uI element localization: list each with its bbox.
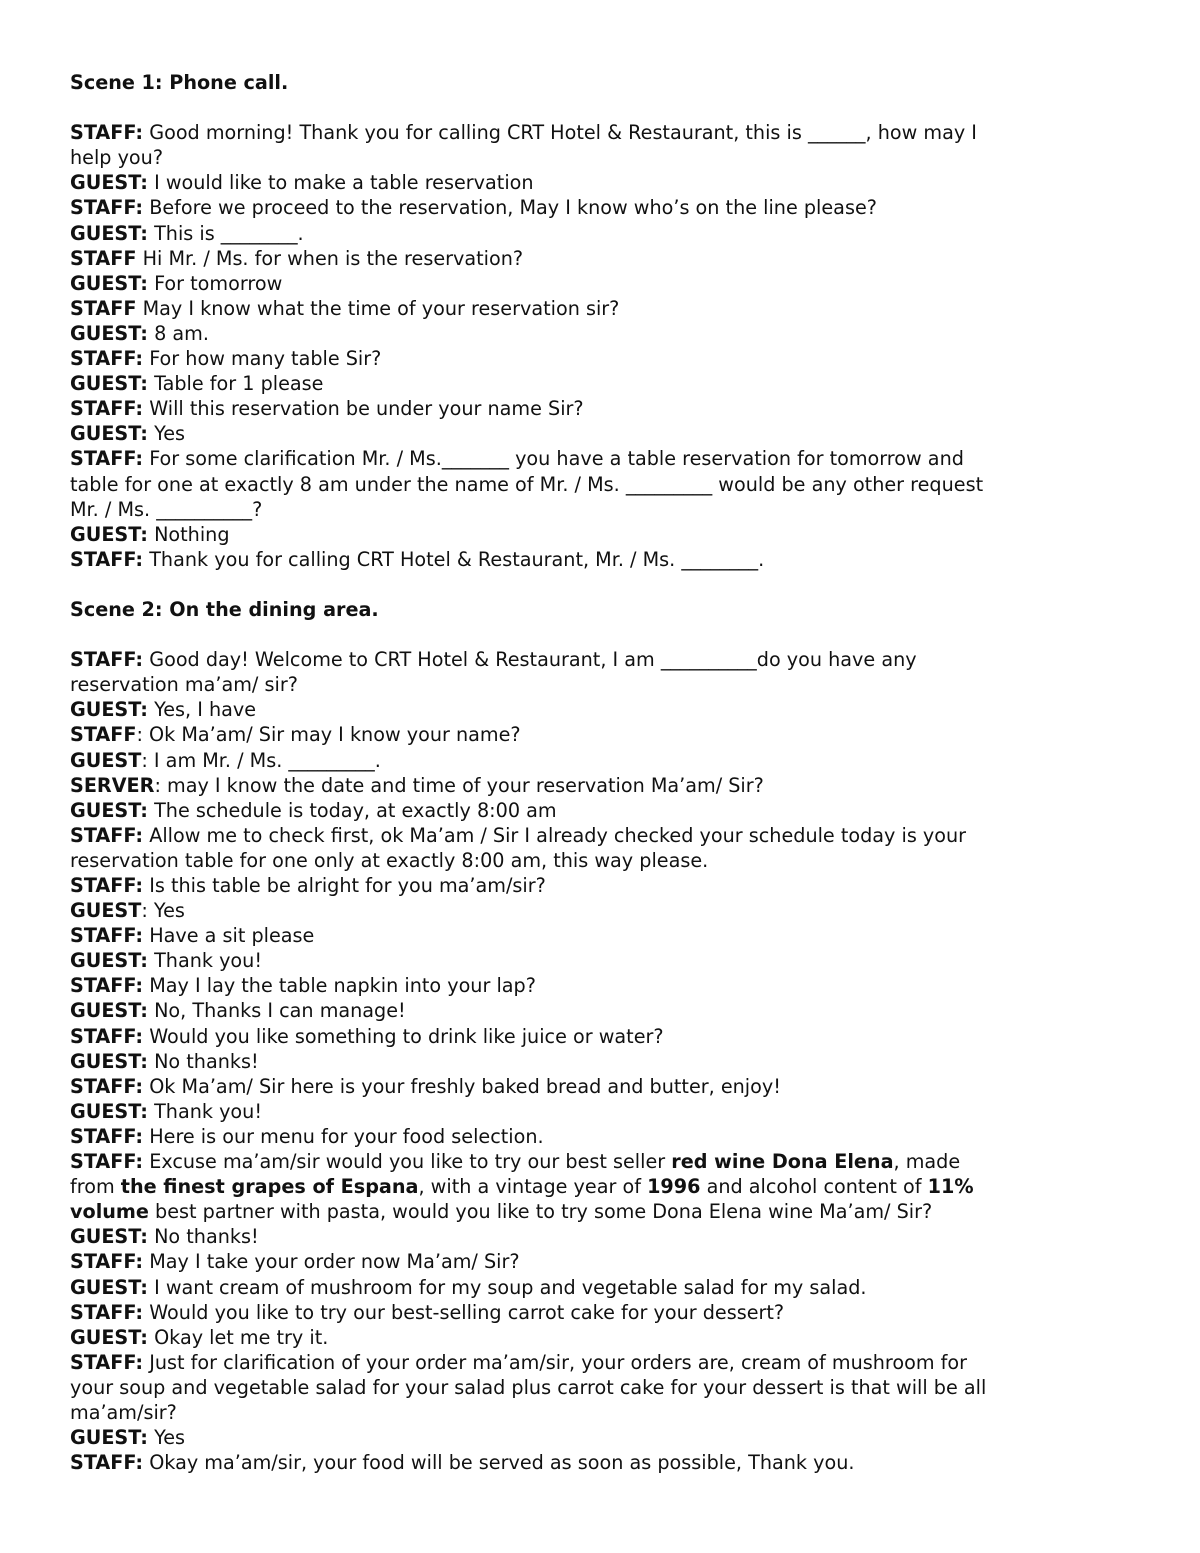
- dialogue-text: Good day! Welcome to CRT Hotel & Restaurant, I am __________do you have any: [143, 648, 917, 672]
- dialogue-text: This is ________.: [147, 221, 304, 245]
- dialogue-text: Good morning! Thank you for calling CRT Hotel & Restaurant, this is ______, how may I: [143, 121, 977, 145]
- dialogue-line: [70, 522, 1110, 547]
- dialogue-line: [70, 321, 1110, 346]
- speaker-label: STAFF:: [70, 1451, 144, 1475]
- dialogue-line: [70, 1024, 1110, 1049]
- dialogue-line: [70, 1275, 1110, 1300]
- dialogue-text: Thank you for calling CRT Hotel & Restaurant, Mr. / Ms. ________.: [143, 547, 765, 571]
- dialogue-text: , with a vintage year of: [418, 1175, 648, 1199]
- bold-text: the finest grapes of Espana: [120, 1175, 419, 1199]
- speaker-label: STAFF:: [70, 547, 144, 571]
- dialogue-line: [70, 421, 1110, 446]
- speaker-label: GUEST: [70, 748, 142, 772]
- speaker-label: STAFF:: [70, 648, 144, 672]
- dialogue-line: [70, 1249, 1110, 1274]
- dialogue-line: [70, 1450, 1110, 1475]
- dialogue-text: May I lay the table napkin into your lap?: [143, 974, 536, 998]
- speaker-label: GUEST:: [70, 271, 148, 295]
- dialogue-text: For tomorrow: [147, 271, 283, 295]
- speaker-label: STAFF:: [70, 1024, 144, 1048]
- speaker-label: GUEST:: [70, 1426, 148, 1450]
- speaker-label: STAFF:: [70, 397, 144, 421]
- dialogue-text: and alcohol content of: [700, 1175, 928, 1199]
- speaker-label: GUEST:: [70, 1099, 148, 1123]
- dialogue-line: [70, 973, 1110, 998]
- dialogue-text: Hi Mr. / Ms. for when is the reservation?: [136, 246, 524, 270]
- dialogue-line: [70, 1074, 1110, 1099]
- dialogue-text: No, Thanks I can manage!: [147, 999, 406, 1023]
- speaker-label: GUEST:: [70, 321, 148, 345]
- scene-2-dialogue: [70, 647, 1110, 1475]
- dialogue-line: [70, 497, 1110, 522]
- dialogue-text: Before we proceed to the reservation, May I know who’s on the line please?: [143, 196, 877, 220]
- dialogue-text: May I know what the time of your reservation sir?: [136, 296, 620, 320]
- dialogue-line: [70, 1350, 1110, 1375]
- scene-1-title: Scene 1: Phone call.: [70, 71, 289, 94]
- dialogue-text: Excuse ma’am/sir would you like to try our best seller: [143, 1150, 672, 1174]
- speaker-label: GUEST:: [70, 698, 148, 722]
- dialogue-text: help you?: [70, 146, 164, 170]
- dialogue-text: table for one at exactly 8 am under the name of Mr. / Ms. _________ would be any other request: [70, 472, 984, 496]
- speaker-label: STAFF:: [70, 874, 144, 897]
- speaker-label: STAFF:: [70, 196, 144, 220]
- speaker-label: STAFF:: [70, 1150, 144, 1174]
- dialogue-text: Yes, I have: [147, 698, 257, 722]
- dialogue-text: Yes: [147, 422, 186, 446]
- dialogue-line: [70, 1149, 1110, 1174]
- dialogue-line: [70, 1325, 1110, 1350]
- speaker-label: STAFF: [70, 296, 137, 320]
- speaker-label: STAFF:: [70, 1250, 144, 1274]
- speaker-label: volume: [70, 1200, 149, 1224]
- dialogue-text: Have a sit please: [143, 924, 315, 948]
- dialogue-text: your soup and vegetable salad for your salad plus carrot cake for your dessert is that will be all: [70, 1375, 987, 1399]
- dialogue-text: Okay let me try it.: [147, 1325, 329, 1349]
- dialogue-line: [70, 1425, 1110, 1450]
- dialogue-line: [70, 120, 1110, 145]
- bold-text: 11%: [927, 1175, 974, 1199]
- speaker-label: GUEST:: [70, 1225, 148, 1249]
- dialogue-line: [70, 221, 1110, 246]
- speaker-label: GUEST:: [70, 798, 148, 822]
- speaker-label: GUEST:: [70, 422, 148, 446]
- dialogue-text: : Ok Ma’am/ Sir may I know your name?: [136, 723, 521, 747]
- dialogue-line: [70, 1174, 1110, 1199]
- dialogue-line: [70, 1049, 1110, 1074]
- blank-line: [70, 622, 1110, 647]
- dialogue-line: [70, 798, 1110, 823]
- dialogue-line: [70, 1224, 1110, 1249]
- dialogue-text: Yes: [147, 1426, 186, 1450]
- speaker-label: STAFF:: [70, 1074, 144, 1098]
- dialogue-line: [70, 170, 1110, 195]
- dialogue-text: Ok Ma’am/ Sir here is your freshly baked bread and butter, enjoy!: [143, 1074, 781, 1098]
- dialogue-line: [70, 145, 1110, 170]
- dialogue-line: [70, 1124, 1110, 1149]
- speaker-label: STAFF:: [70, 823, 144, 847]
- dialogue-line: [70, 1400, 1110, 1425]
- dialogue-text: Will this reservation be under your name Sir?: [143, 397, 584, 421]
- speaker-label: STAFF:: [70, 447, 144, 471]
- dialogue-line: [70, 1375, 1110, 1400]
- dialogue-text: : I am Mr. / Ms. _________.: [141, 748, 381, 772]
- speaker-label: GUEST:: [70, 999, 148, 1023]
- scene-1-dialogue: [70, 120, 1110, 572]
- dialogue-text: No thanks!: [147, 1225, 259, 1249]
- dialogue-text: : may I know the date and time of your reservation Ma’am/ Sir?: [154, 773, 764, 797]
- dialogue-text: I want cream of mushroom for my soup and vegetable salad for my salad.: [147, 1275, 867, 1299]
- dialogue-line: [70, 848, 1110, 873]
- dialogue-text: Thank you!: [147, 949, 263, 973]
- speaker-label: GUEST:: [70, 1275, 148, 1299]
- speaker-label: STAFF:: [70, 121, 144, 145]
- scene-2-title: Scene 2: On the dining area.: [70, 597, 379, 621]
- dialogue-line: [70, 647, 1110, 672]
- dialogue-text: from: [70, 1175, 121, 1199]
- speaker-label: STAFF:: [70, 1300, 144, 1324]
- speaker-label: GUEST:: [70, 949, 148, 973]
- speaker-label: STAFF:: [70, 974, 144, 998]
- speaker-label: STAFF:: [70, 347, 144, 371]
- speaker-label: GUEST:: [70, 522, 148, 546]
- blank-line: [70, 572, 1110, 597]
- speaker-label: GUEST:: [70, 221, 148, 245]
- dialogue-text: I would like to make a table reservation: [147, 171, 534, 195]
- dialogue-line: [70, 472, 1110, 497]
- bold-text: 1996: [647, 1175, 701, 1199]
- dialogue-line: [70, 672, 1110, 697]
- document-body: [70, 70, 1110, 1475]
- blank-line: [70, 95, 1110, 120]
- dialogue-line: [70, 873, 1110, 898]
- dialogue-text: ma’am/sir?: [70, 1400, 177, 1424]
- dialogue-text: Mr. / Ms. __________?: [70, 497, 263, 521]
- speaker-label: STAFF: [70, 246, 137, 270]
- dialogue-line: [70, 446, 1110, 471]
- dialogue-line: [70, 923, 1110, 948]
- dialogue-line: [70, 396, 1110, 421]
- speaker-label: STAFF: [70, 723, 137, 747]
- dialogue-text: The schedule is today, at exactly 8:00 am: [147, 798, 557, 822]
- speaker-label: GUEST:: [70, 372, 148, 396]
- dialogue-line: [70, 773, 1110, 798]
- dialogue-line: [70, 998, 1110, 1023]
- dialogue-text: Nothing: [147, 522, 230, 546]
- dialogue-line: [70, 948, 1110, 973]
- dialogue-text: May I take your order now Ma’am/ Sir?: [143, 1250, 520, 1274]
- dialogue-line: [70, 246, 1110, 271]
- dialogue-line: [70, 1099, 1110, 1124]
- dialogue-text: Is this table be alright for you ma’am/sir?: [143, 874, 546, 897]
- dialogue-line: [70, 1300, 1110, 1325]
- dialogue-text: reservation table for one only at exactly 8:00 am, this way please.: [70, 848, 709, 872]
- speaker-label: GUEST:: [70, 1325, 148, 1349]
- dialogue-text: Would you like to try our best-selling carrot cake for your dessert?: [143, 1300, 785, 1324]
- dialogue-line: [70, 722, 1110, 747]
- speaker-label: SERVER: [70, 773, 155, 797]
- dialogue-text: Allow me to check first, ok Ma’am / Sir I already checked your schedule today is your: [143, 823, 967, 847]
- dialogue-text: : Yes: [141, 899, 185, 923]
- speaker-label: GUEST: [70, 899, 142, 923]
- dialogue-line: [70, 547, 1110, 572]
- dialogue-text: Okay ma’am/sir, your food will be served as soon as possible, Thank you.: [143, 1451, 855, 1475]
- dialogue-text: For how many table Sir?: [143, 347, 382, 371]
- speaker-label: GUEST:: [70, 171, 148, 195]
- dialogue-text: Here is our menu for your food selection.: [143, 1124, 544, 1148]
- dialogue-text: No thanks!: [147, 1049, 259, 1073]
- dialogue-text: best partner with pasta, would you like to try some Dona Elena wine Ma’am/ Sir?: [148, 1200, 933, 1224]
- dialogue-text: Thank you!: [147, 1099, 263, 1123]
- dialogue-text: Table for 1 please: [147, 372, 324, 396]
- speaker-label: STAFF:: [70, 1350, 144, 1374]
- dialogue-text: , made: [893, 1150, 961, 1174]
- dialogue-line: [70, 346, 1110, 371]
- dialogue-line: [70, 823, 1110, 848]
- speaker-label: STAFF:: [70, 1124, 144, 1148]
- dialogue-line: [70, 296, 1110, 321]
- speaker-label: STAFF:: [70, 924, 144, 948]
- dialogue-text: Just for clarification of your order ma’am/sir, your orders are, cream of mushroom for: [143, 1350, 968, 1374]
- dialogue-text: Would you like something to drink like juice or water?: [143, 1024, 664, 1048]
- dialogue-line: [70, 697, 1110, 722]
- speaker-label: GUEST:: [70, 1049, 148, 1073]
- dialogue-line: [70, 271, 1110, 296]
- dialogue-text: 8 am.: [147, 321, 209, 345]
- dialogue-line: [70, 195, 1110, 220]
- dialogue-line: [70, 898, 1110, 923]
- bold-text: red wine Dona Elena: [671, 1150, 894, 1174]
- dialogue-line: [70, 1199, 1110, 1224]
- dialogue-line: [70, 748, 1110, 773]
- dialogue-line: [70, 371, 1110, 396]
- dialogue-text: reservation ma’am/ sir?: [70, 673, 298, 697]
- dialogue-text: For some clarification Mr. / Ms._______ you have a table reservation for tomorrow and: [143, 447, 964, 471]
